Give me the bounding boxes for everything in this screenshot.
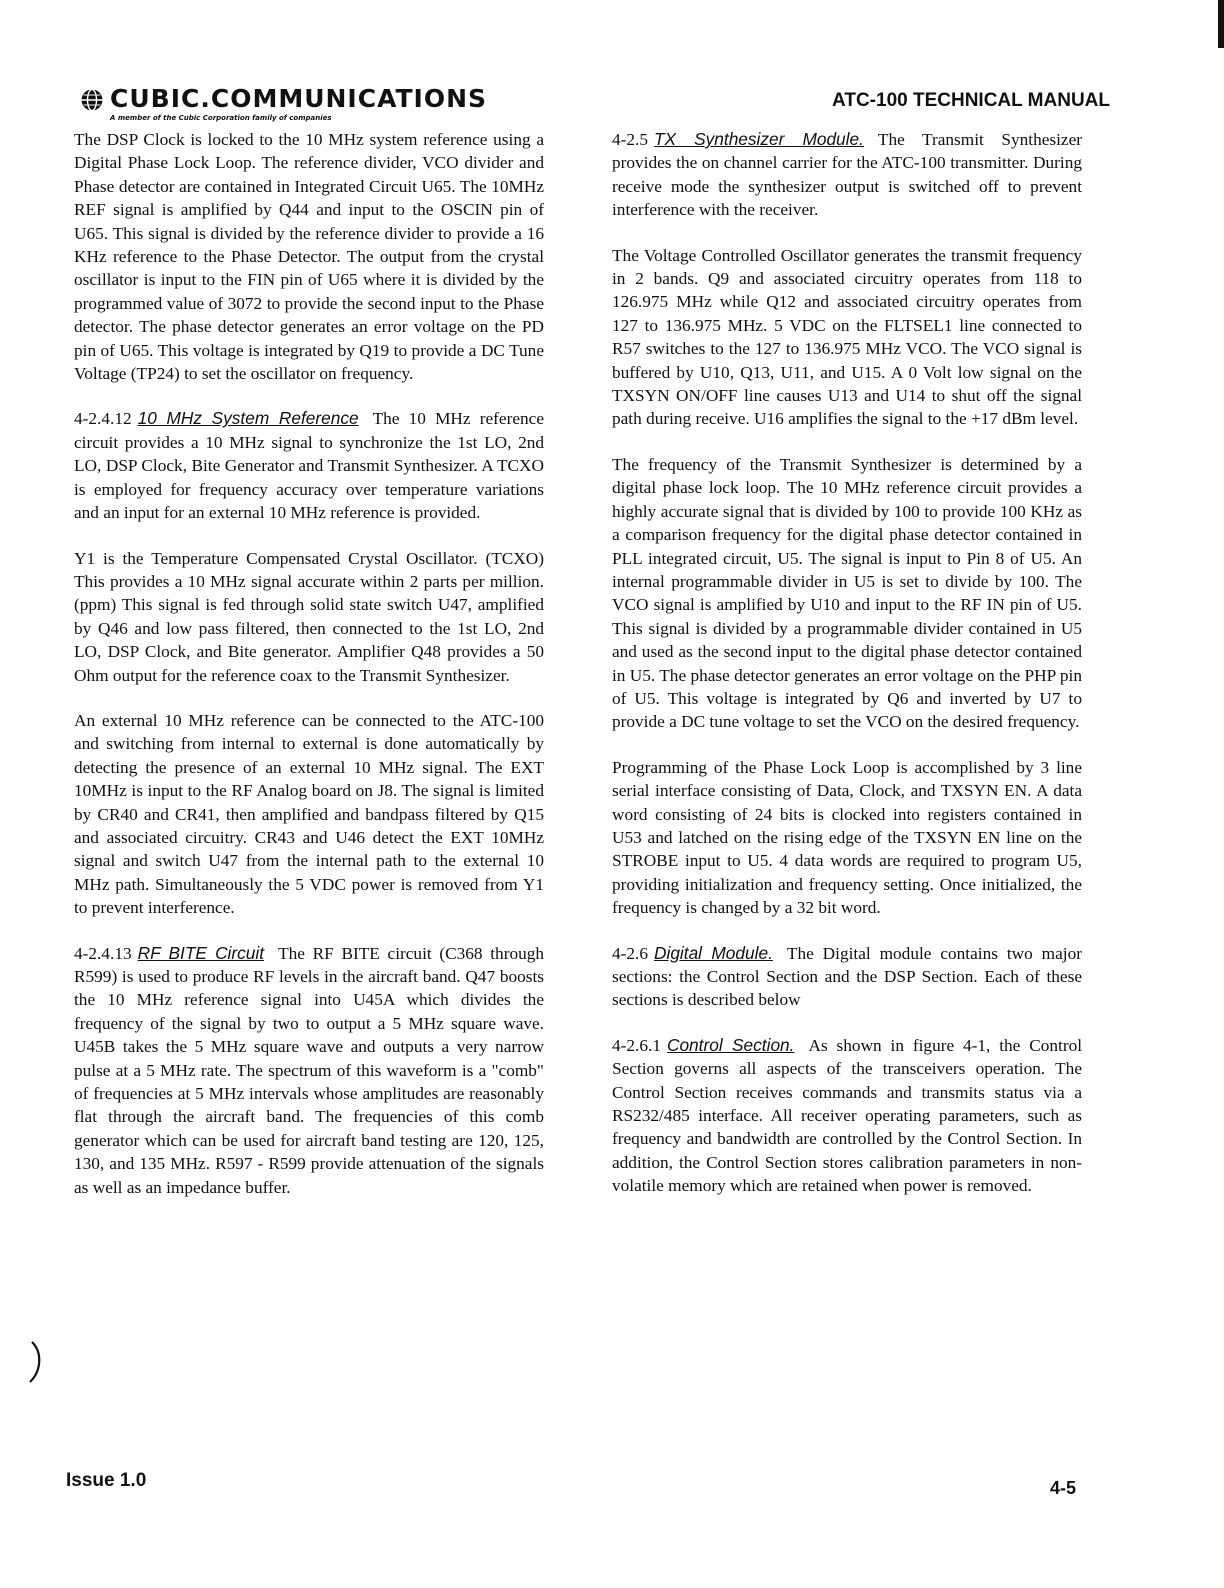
section-number: 4-2.4.13 (74, 943, 132, 963)
vco-paragraph: The Voltage Controlled Oscillator generates the transmit frequency in 2 bands. Q9 and associated circuitry operates from 118 to 126.975 MHz while Q12 and associated circuitry operates from 127 to 136.975 MHz. 5 VDC on the FLTSEL1 line connected to R57 switches to the 127 to 136.975 MHz VCO. The VCO signal is buffered by U10, Q13, U11, and U15. A 0 Volt low signal on the TXSYN ON/OFF line causes U13 and U14 to shut off the signal path during receive. U16 amplifies the signal to the +17 dBm level. (612, 245, 1082, 429)
section-number: 4-2.6.1 (612, 1035, 661, 1055)
manual-title: ATC-100 TECHNICAL MANUAL (832, 90, 1110, 111)
section-number: 4-2.4.12 (74, 409, 132, 429)
digital-module-section (612, 942, 1082, 1012)
section-text: As shown in figure 4-1, the Control Section governs all aspects of the transceivers operation. The Control Section receives commands and transmits status via a RS232/485 interface. All receiver operating parameters, such as frequency and bandwidth are controlled by the Control Section. In addition, the Control Section stores calibration parameters in non-volatile memory which are retained when power is removed. (612, 1035, 1083, 1196)
section-title: TX Synthesizer Module. (654, 129, 864, 149)
pll-frequency-paragraph: The frequency of the Transmit Synthesizer is determined by a digital phase lock loop. The 10 MHz reference circuit provides a highly accurate signal that is divided by 100 to provide 100 KHz as a comparison frequency for the digital phase detector contained in PLL integrated circuit, U5. The signal is input to Pin 8 of U5. An internal programmable divider in U5 is set to divide by 100. The VCO signal is amplified by U10 and input to the RF IN pin of U5. This signal is divided by a programmable divider contained in U5 and used as the second input to the digital phase detector contained in U5. The phase detector generates an error voltage on the PHP pin of U5. This voltage is integrated by Q6 and inverted by U7 to provide a DC tune voltage to set the VCO on the desired frequency. (612, 454, 1082, 732)
external-reference-paragraph: An external 10 MHz reference can be connected to the ATC-100 and switching from internal to external is done automatically by detecting the presence of an external 10 MHz signal. The EXT 10MHz is input to the RF Analog board on J8. The signal is limited by CR40 and CR41, then amplified and bandpass filtered by Q15 and associated circuitry. CR43 and U46 detect the EXT 10MHz signal and switch U47 from the internal path to the external 10 MHz path. Simultaneously the 5 VDC power is removed from Y1 to prevent interference. (74, 710, 544, 918)
tx-synthesizer-section (612, 128, 1082, 222)
control-section-section (612, 1034, 1082, 1198)
section-text: The RF BITE circuit (C368 through R599) is used to produce RF levels in the aircraft band. Q47 boosts the 10 MHz reference signal into U45A which divides the frequency of the signal by two to output a 5 MHz square wave. U45B takes the 5 MHz square wave and outputs a very narrow pulse at a 5 MHz rate. The spectrum of this waveform is a "comb" of frequencies at 5 MHz intervals whose amplitudes are reasonably flat through the aircraft band. The frequencies of this comb generator which can be used for aircraft band testing are 120, 125, 130, and 135 MHz. R597 - R599 provide attenuation of the signals as well as an impedance buffer. (74, 943, 545, 1197)
binding-mark-icon (26, 1340, 46, 1384)
section-text: The Digital module contains two major sections: the Control Section and the DSP Section. Each of these sections is described below (612, 943, 1082, 1010)
page-number: 4-5 (1050, 1478, 1077, 1498)
rf-bite-section (74, 942, 544, 1199)
issue-label: Issue 1.0 (66, 1470, 147, 1491)
right-column (612, 128, 1082, 1220)
logo-wordmark: CUBIC.COMMUNICATIONS (110, 84, 488, 113)
pll-programming-paragraph: Programming of the Phase Lock Loop is accomplished by 3 line serial interface consisting of Data, Clock, and TXSYN EN. A data word consisting of 24 bits is clocked into registers contained in U53 and latched on the rising edge of the TXSYN EN line on the STROBE input to U5. 4 data words are required to program U5, providing initialization and frequency setting. Once initialized, the frequency is changed by a 32 bit word. (612, 757, 1082, 918)
system-reference-section (74, 407, 544, 524)
section-title: RF BITE Circuit (137, 942, 265, 963)
logo-tagline: A member of the Cubic Corporation family of companies (110, 114, 332, 122)
section-number: 4-2.6 (612, 943, 648, 963)
section-text: The 10 MHz reference circuit provides a 10 MHz signal to synchronize the 1st LO, 2nd LO, DSP Clock, Bite Generator and Transmit Synthesizer. A TCXO is employed for frequency accuracy over temperature variations and an input for an external 10 MHz reference is provided. (74, 409, 544, 523)
section-title: 10 MHz System Reference (137, 408, 359, 429)
dsp-clock-paragraph: The DSP Clock is locked to the 10 MHz system reference using a Digital Phase Lock Loop. The reference divider, VCO divider and Phase detector are contained in Integrated Circuit U65. The 10MHz REF signal is amplified by Q44 and input to the OSCIN pin of U65. This signal is divided by the reference divider to provide a 16 KHz reference to the Phase Detector. The output from the crystal oscillator is input to the FIN pin of U65 where it is divided by the programmed value of 3072 to provide the second input to the Phase detector. The phase detector generates an error voltage on the PD pin of U65. This voltage is integrated by Q19 to provide a DC Tune Voltage (TP24) to set the oscillator on frequency. (74, 130, 544, 384)
cubic-globe-icon (80, 88, 104, 112)
section-number: 4-2.5 (612, 130, 648, 149)
section-title: Control Section. (666, 1034, 795, 1055)
section-text: The Transmit Synthesizer provides the on channel carrier for the ATC-100 transmitter. During receive mode the synthesizer output is switched off to prevent interference with the receiver. (612, 130, 1082, 220)
tcxo-paragraph: Y1 is the Temperature Compensated Crystal Oscillator. (TCXO) This provides a 10 MHz signal accurate within 2 parts per million. (ppm) This signal is fed through solid state switch U47, amplified by Q46 and low pass filtered, then connected to the 1st LO, 2nd LO, DSP Clock, and Bite generator. Amplifier Q48 provides a 50 Ohm output for the reference coax to the Transmit Synthesizer. (74, 548, 544, 685)
section-title: Digital Module. (654, 942, 773, 963)
left-column (74, 128, 544, 1221)
scan-edge-mark (1218, 0, 1224, 48)
